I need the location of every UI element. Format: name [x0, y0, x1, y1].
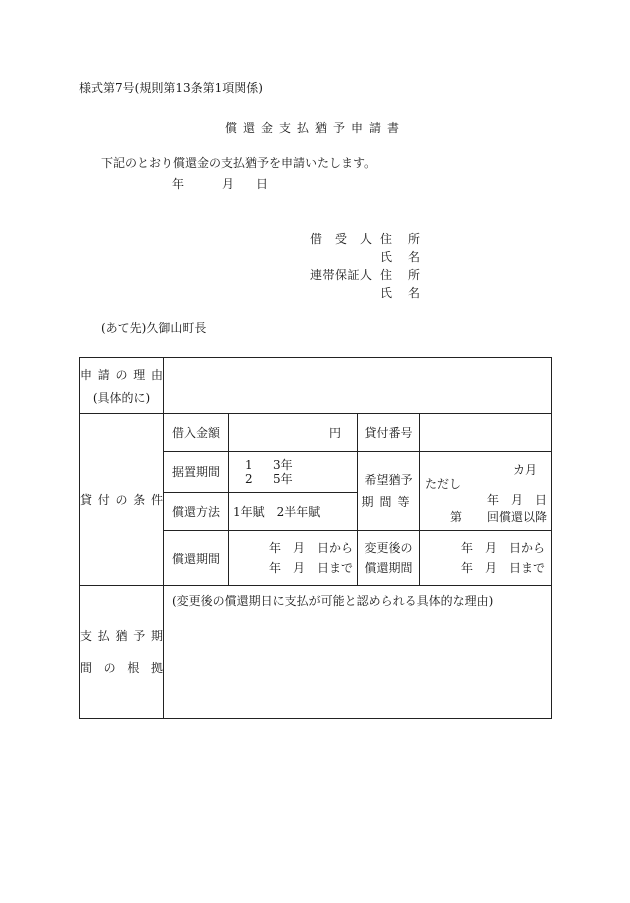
grace-option-1: 1 3年	[245, 457, 293, 472]
changed-from: 年 月 日から	[460, 541, 545, 555]
borrower-address-label: 住所	[380, 232, 420, 246]
repayment-period-input[interactable]	[229, 531, 358, 586]
desired-deferral-label: 希望猶予	[364, 473, 413, 487]
date-month: 月	[221, 177, 234, 191]
reason-row	[80, 358, 552, 414]
application-date	[172, 178, 268, 190]
addressee: (あて先)久御山町長	[101, 321, 207, 335]
basis-row	[80, 586, 552, 719]
reason-input[interactable]	[164, 358, 552, 414]
grace-period-label: 据置期間	[164, 452, 229, 493]
loan-conditions-label: 貸付の条件	[80, 493, 163, 507]
reason-label-cell	[80, 358, 164, 414]
repayment-method-value[interactable]: 1年賦 2半年賦	[229, 492, 358, 531]
loan-number-input[interactable]	[420, 414, 552, 452]
loan-amount-row	[80, 414, 552, 452]
basis-label: 支払猶予期	[80, 629, 163, 643]
installment-onward: 回償還以降	[486, 510, 547, 524]
basis-input[interactable]	[164, 586, 552, 719]
reason-sublabel: (具体的に)	[92, 390, 151, 405]
repayment-period-label: 償還期間	[164, 531, 229, 586]
dai-text: 第	[450, 510, 463, 524]
intro-text: 下記のとおり償還金の支払猶予を申請いたします。	[101, 156, 377, 170]
loan-amount-label: 借入金額	[164, 414, 229, 452]
reason-label: 申請の理由	[80, 367, 163, 382]
document-title: 償還金支払猶予申請書	[224, 121, 405, 135]
loan-number-label: 貸付番号	[358, 414, 420, 452]
basis-note: (変更後の償還期日に支払が可能と認められる具体的な理由)	[172, 594, 494, 608]
grace-period-options[interactable]	[229, 452, 358, 493]
repayment-from: 年 月 日から	[268, 541, 353, 555]
date-year: 年	[172, 177, 185, 191]
loan-amount-input[interactable]	[229, 414, 358, 452]
form-number: 様式第7号(規則第13条第1項関係)	[79, 81, 263, 95]
basis-sublabel: 間の根拠	[80, 661, 163, 675]
borrower-name-label: 氏名	[380, 250, 420, 264]
loan-conditions-cell	[80, 414, 164, 586]
changed-period-label: 変更後の	[364, 541, 413, 555]
changed-period-sublabel: 償還期間	[364, 561, 413, 575]
grace-option-2: 2 5年	[245, 471, 293, 486]
desired-deferral-sublabel: 期間等	[361, 495, 416, 509]
repayment-until: 年 月 日まで	[268, 561, 353, 575]
application-table	[79, 357, 552, 719]
tadashi-text: ただし	[425, 477, 462, 491]
changed-period-label-cell	[358, 531, 420, 586]
desired-deferral-label-cell	[358, 452, 420, 531]
deferral-date: 年 月 日	[486, 493, 547, 507]
guarantor-name-label: 氏名	[380, 286, 420, 300]
yen-unit: 円	[328, 426, 341, 440]
date-day: 日	[255, 177, 268, 191]
basis-label-cell	[80, 586, 164, 719]
months-unit: カ月	[512, 463, 537, 477]
repayment-method-label: 償還方法	[164, 492, 229, 531]
guarantor-label: 連帯保証人	[310, 268, 372, 282]
desired-deferral-input[interactable]	[420, 452, 552, 531]
changed-until: 年 月 日まで	[460, 561, 545, 575]
borrower-label: 借受人	[310, 232, 372, 246]
changed-period-input[interactable]	[420, 531, 552, 586]
guarantor-address-label: 住所	[380, 268, 420, 282]
